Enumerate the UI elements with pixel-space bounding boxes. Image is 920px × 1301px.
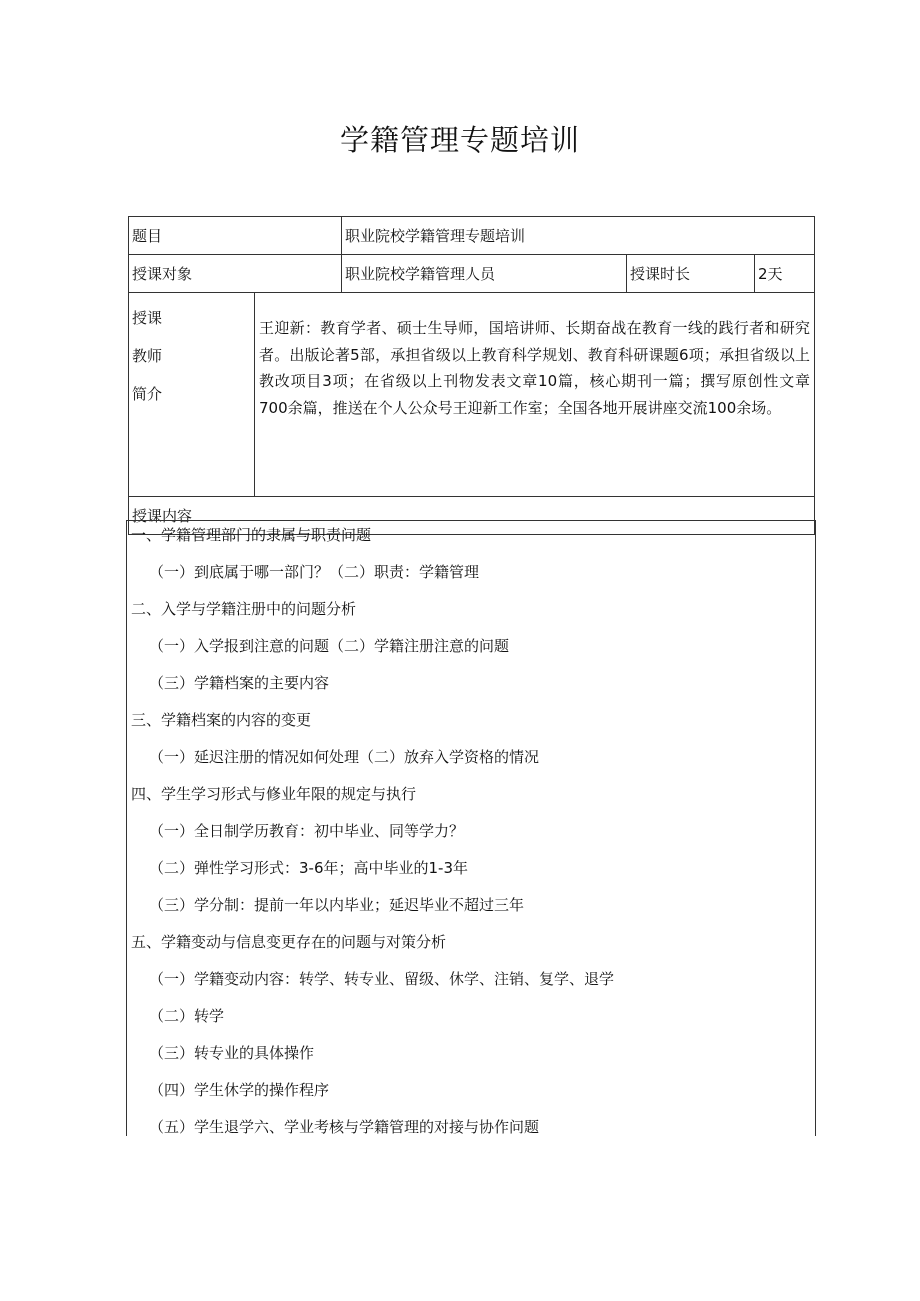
topic-label: 题目 [129, 217, 342, 255]
outline-item: 三、学籍档案的内容的变更 [131, 711, 312, 729]
outline-item: （二）弹性学习形式：3-6年；高中毕业的1-3年 [149, 859, 469, 877]
outline-item: （一）入学报到注意的问题（二）学籍注册注意的问题 [149, 637, 510, 655]
page-title: 学籍管理专题培训 [339, 123, 580, 157]
outline-item: （五）学生退学六、学业考核与学籍管理的对接与协作问题 [149, 1118, 540, 1136]
teacher-label-line-1: 授课 [132, 309, 163, 327]
course-info-table [128, 216, 815, 535]
outline-item: （四）学生休学的操作程序 [149, 1081, 330, 1099]
outline-item: 五、学籍变动与信息变更存在的问题与对策分析 [131, 933, 447, 951]
teacher-label-line-3: 简介 [132, 385, 163, 403]
outline-item: （一）学籍变动内容：转学、转专业、留级、休学、注销、复学、退学 [149, 970, 615, 988]
outline-item: 二、入学与学籍注册中的问题分析 [131, 600, 357, 618]
outline-item: （三）转专业的具体操作 [149, 1044, 315, 1062]
teacher-label [129, 293, 255, 497]
outline-item: 四、学生学习形式与修业年限的规定与执行 [131, 785, 417, 803]
table-row-teacher [129, 293, 815, 497]
course-outline [126, 520, 816, 1136]
outline-item: （一）全日制学历教育：初中毕业、同等学力？ [149, 822, 465, 840]
outline-item: （一）到底属于哪一部门？（二）职责：学籍管理 [149, 563, 480, 581]
outline-item: （一）延迟注册的情况如何处理（二）放弃入学资格的情况 [149, 748, 540, 766]
teacher-label-line-2: 教师 [132, 347, 163, 365]
duration-value: 2天 [755, 255, 815, 293]
outline-item: （三）学籍档案的主要内容 [149, 674, 330, 692]
outline-item: 一、学籍管理部门的隶属与职责问题 [131, 526, 372, 544]
audience-label: 授课对象 [129, 255, 342, 293]
outline-item: （三）学分制：提前一年以内毕业；延迟毕业不超过三年 [149, 896, 525, 914]
teacher-bio: 王迎新：教育学者、硕士生导师，国培讲师、长期奋战在教育一线的践行者和研究者。出版论著5部，承担省级以上教育科学规划、教育科研课题6项；承担省级以上教改项目3项；在省级以上刊物发表文章10篇，核心期刊一篇；撰写原创性文章700余篇，推送在个人公众号王迎新工作室；全国各地开展讲座交流100余场。 [255, 293, 815, 497]
table-row-audience [129, 255, 815, 293]
audience-value: 职业院校学籍管理人员 [342, 255, 627, 293]
outline-item: （二）转学 [149, 1007, 225, 1025]
topic-value: 职业院校学籍管理专题培训 [342, 217, 815, 255]
content-label: 授课内容 [129, 497, 815, 535]
table-row-topic [129, 217, 815, 255]
duration-label: 授课时长 [627, 255, 755, 293]
